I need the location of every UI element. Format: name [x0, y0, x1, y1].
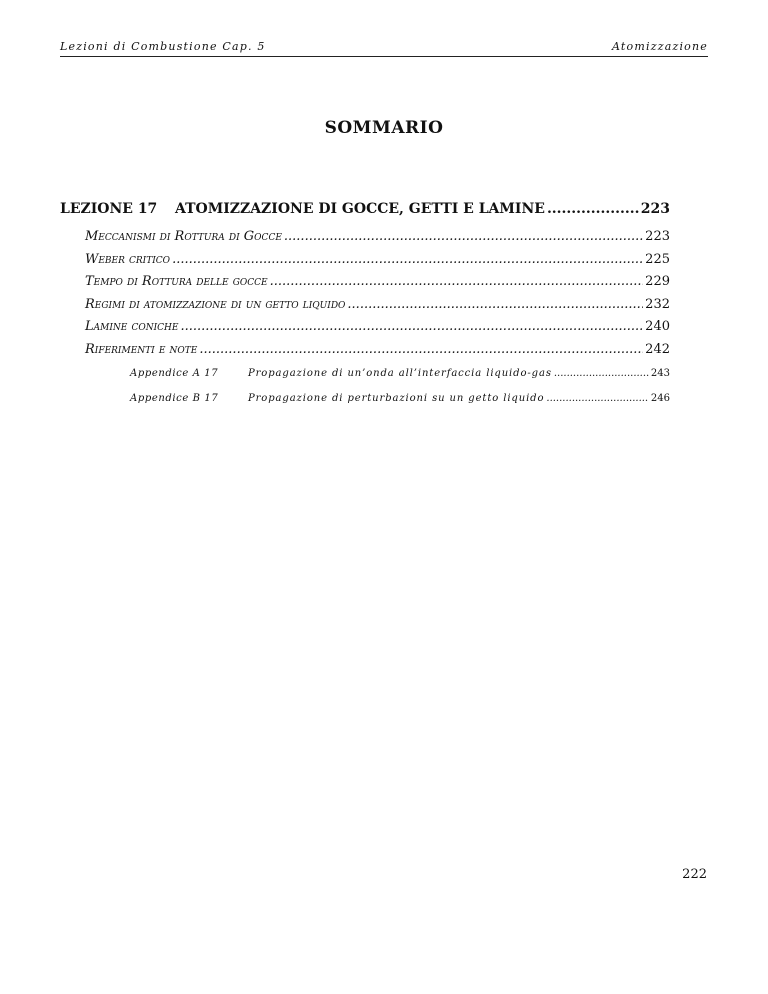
section-title: Tempo di Rottura delle gocce [85, 274, 268, 290]
dot-leader [554, 368, 649, 379]
toc-section-entry[interactable] [85, 229, 670, 252]
section-page: 223 [645, 229, 670, 244]
toc-appendix-entry[interactable] [130, 393, 670, 418]
appendix-label: Appendice B 17 [130, 393, 219, 404]
section-page: 229 [645, 274, 670, 290]
section-title: Riferimenti e note [85, 341, 198, 357]
toc-appendix-list [130, 368, 670, 418]
toc-section-entry[interactable] [85, 319, 670, 342]
dot-leader [199, 342, 643, 357]
toc-section-list [85, 229, 670, 365]
section-title: Regimi di atomizzazione di un getto liquido [85, 296, 346, 312]
dot-leader [180, 319, 643, 334]
dot-leader [284, 229, 643, 244]
appendix-page: 246 [650, 393, 670, 404]
dot-leader [547, 201, 639, 217]
page-title: SOMMARIO [324, 118, 444, 138]
section-page: 240 [645, 319, 670, 335]
chapter-title: ATOMIZZAZIONE DI GOCCE, GETTI E LAMINE [175, 201, 545, 217]
dot-leader [172, 252, 643, 267]
chapter-page: 223 [640, 201, 670, 217]
dot-leader [546, 393, 649, 404]
dot-leader [347, 297, 643, 312]
appendix-page: 243 [650, 368, 670, 379]
toc-chapter-entry[interactable] [60, 201, 670, 217]
toc-section-entry[interactable] [85, 342, 670, 365]
chapter-number: LEZIONE 17 [60, 201, 158, 217]
header-right-text: Atomizzazione [611, 40, 708, 53]
header-left-text: Lezioni di Combustione Cap. 5 [60, 40, 266, 53]
section-page: 225 [645, 251, 670, 267]
toc-section-entry[interactable] [85, 252, 670, 275]
section-title: Meccanismi di Rottura di Gocce [85, 229, 282, 244]
page-number: 222 [682, 867, 707, 882]
appendix-label: Appendice A 17 [130, 368, 219, 379]
appendix-title: Propagazione di perturbazioni su un getto liquido [248, 393, 545, 404]
appendix-title: Propagazione di un’onda all’interfaccia liquido-gas [248, 368, 552, 379]
toc-section-entry[interactable] [85, 274, 670, 297]
toc-appendix-entry[interactable] [130, 368, 670, 393]
section-page: 232 [645, 296, 670, 312]
toc-section-entry[interactable] [85, 297, 670, 320]
section-title: Weber critico [85, 251, 171, 267]
section-page: 242 [645, 341, 670, 357]
running-header [60, 30, 708, 57]
dot-leader [270, 274, 644, 289]
section-title: Lamine coniche [85, 319, 179, 335]
